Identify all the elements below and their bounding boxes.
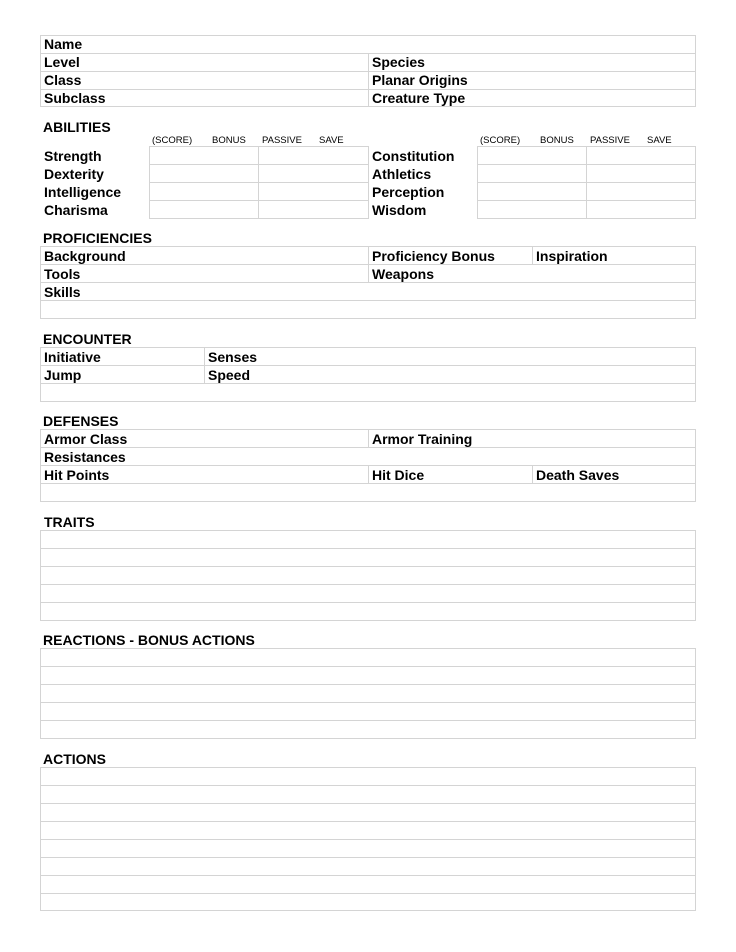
bonus-column-header: BONUS — [212, 135, 246, 146]
actions-lines[interactable] — [40, 767, 696, 911]
score-column-header-right: (SCORE) — [480, 135, 521, 146]
actions-heading: ACTIONS — [43, 751, 106, 767]
speed-field[interactable]: Speed — [208, 367, 251, 383]
constitution-label: Constitution — [372, 148, 455, 164]
resistances-field[interactable]: Resistances — [44, 449, 126, 465]
save-column-header-right: SAVE — [647, 135, 672, 146]
identity-section — [40, 35, 696, 107]
dexterity-label: Dexterity — [44, 166, 104, 182]
level-field[interactable]: Level — [44, 54, 80, 70]
save-column-header: SAVE — [319, 135, 344, 146]
hit-points-field[interactable]: Hit Points — [44, 467, 110, 483]
initiative-field[interactable]: Initiative — [44, 349, 101, 365]
proficiency-bonus-field[interactable]: Proficiency Bonus — [372, 248, 495, 264]
creature-type-field[interactable]: Creature Type — [372, 90, 466, 106]
reactions-heading: REACTIONS - BONUS ACTIONS — [43, 632, 255, 648]
skills-field[interactable]: Skills — [44, 284, 81, 300]
defenses-heading: DEFENSES — [43, 413, 119, 429]
bonus-column-header-right: BONUS — [540, 135, 574, 146]
traits-heading: TRAITS — [44, 514, 95, 530]
encounter-section — [40, 347, 696, 402]
strength-label: Strength — [44, 148, 102, 164]
proficiencies-heading: PROFICIENCIES — [43, 230, 152, 246]
senses-field[interactable]: Senses — [208, 349, 258, 365]
score-column-header: (SCORE) — [152, 135, 193, 146]
armor-training-field[interactable]: Armor Training — [372, 431, 473, 447]
traits-lines[interactable] — [40, 530, 696, 621]
intelligence-label: Intelligence — [44, 184, 122, 200]
wisdom-label: Wisdom — [372, 202, 427, 218]
perception-label: Perception — [372, 184, 445, 200]
reactions-lines[interactable] — [40, 648, 696, 739]
background-field[interactable]: Background — [44, 248, 126, 264]
passive-column-header-right: PASSIVE — [590, 135, 630, 146]
defenses-section — [40, 429, 696, 502]
passive-column-header: PASSIVE — [262, 135, 302, 146]
armor-class-field[interactable]: Armor Class — [44, 431, 128, 447]
subclass-field[interactable]: Subclass — [44, 90, 106, 106]
hit-dice-field[interactable]: Hit Dice — [372, 467, 425, 483]
weapons-field[interactable]: Weapons — [372, 266, 434, 282]
jump-field[interactable]: Jump — [44, 367, 82, 383]
charisma-label: Charisma — [44, 202, 108, 218]
species-field[interactable]: Species — [372, 54, 425, 70]
death-saves-field[interactable]: Death Saves — [536, 467, 620, 483]
planar-origins-field[interactable]: Planar Origins — [372, 72, 468, 88]
tools-field[interactable]: Tools — [44, 266, 81, 282]
abilities-heading: ABILITIES — [43, 119, 111, 135]
inspiration-field[interactable]: Inspiration — [536, 248, 608, 264]
name-field[interactable]: Name — [44, 36, 83, 52]
class-field[interactable]: Class — [44, 72, 82, 88]
encounter-heading: ENCOUNTER — [43, 331, 132, 347]
athletics-label: Athletics — [372, 166, 432, 182]
